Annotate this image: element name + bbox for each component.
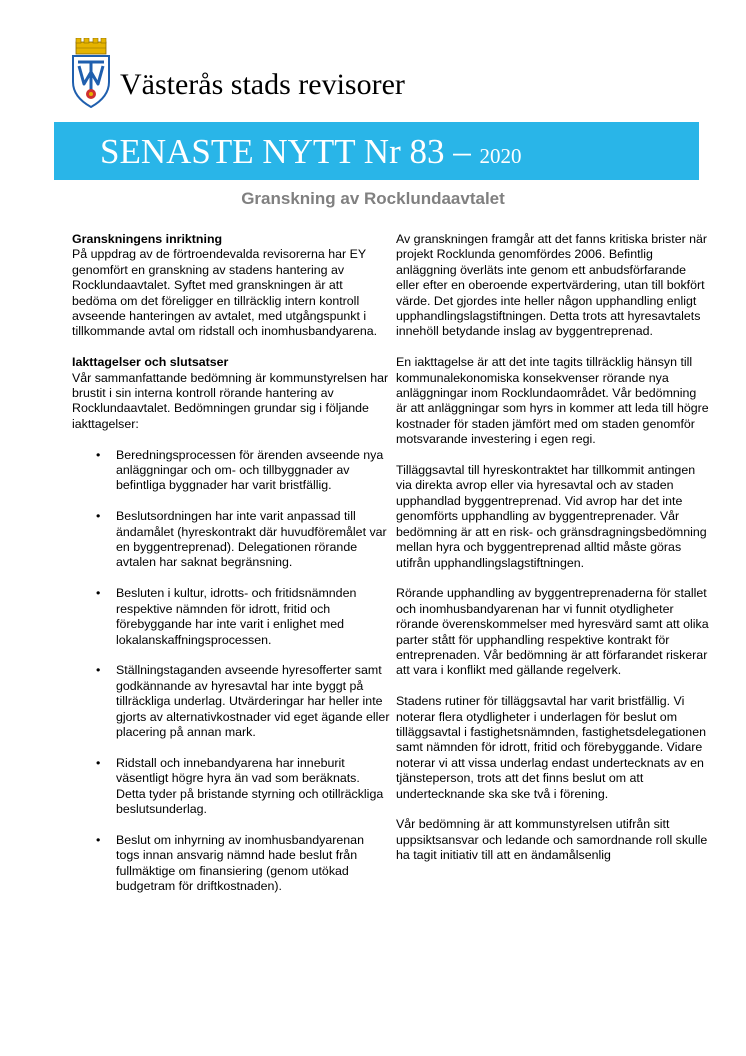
paragraph: Tilläggsavtal till hyreskontraktet har tillkommit antingen via direkta avrop eller via hyresavtal och av staden upphandlad byggentreprenad. Vid avrop har det inte genomförts upphandling av byggentreprenader. Vår bedömning är att en risk- och gränsdragningsbedömning mellan hyra och byggentreprenad alltid måste göras utifrån upphandlingslagstiftningen. [396,463,707,570]
newsletter-banner [54,122,699,180]
findings-list [72,448,390,895]
list-item: • Beslut om inhyrning av inomhusbandyarenan togs innan ansvarig nämnd hade beslut från fullmäktige om finansiering (genom utökad budgetram för driftkostnaden). [116,833,390,895]
list-item: • Besluten i kultur, idrotts- och fritidsnämnden respektive nämnden för idrott, fritid och förebyggande har inte varit i enlighet med lokalanskaffningsprocessen. [116,586,390,648]
section-heading-findings: Iakttagelser och slutsatser [72,355,229,370]
paragraph: Stadens rutiner för tilläggsavtal har varit bristfällig. Vi noterar flera otydligheter i underlagen för beslut om tilläggsavtal i fastighetsnämnden, fastighetsdelegationen samt nämnden för idrott, fritid och förebyggande. Vidare noterar vi att vissa underlag endast undertecknats av en tjänsteperson, trots att det finns beslut om att undertecknande ska ske två i förening. [396,694,706,801]
paragraph-focus: På uppdrag av de förtroendevalda revisorerna har EY genomfört en granskning av stadens hantering av Rocklundaavtalet. Syftet med granskningen är att bedöma om det föreligger en tillräcklig intern kontroll avseende hanteringen av avtalet, med utgångspunkt i tillkommande avtal om ridstall och inomhusbandyarena. [72,247,378,339]
organization-name: Västerås stads revisorer [120,68,405,101]
list-item: • Beredningsprocessen för ärenden avseende nya anläggningar och om- och tillbyggnader av befintliga byggnader har varit bristfällig. [116,448,390,494]
shield-icon [73,56,109,107]
banner-issue: SENASTE NYTT Nr 83 – [100,132,480,171]
banner-year: 2020 [479,144,522,168]
section-heading-focus: Granskningens inriktning [72,232,223,246]
left-column [72,232,390,910]
list-item: • Beslutsordningen har inte varit anpassad till ändamålet (hyreskontrakt där huvudföremålet var en byggentreprenad). Delegationen rörande avtalen har saknat begränsning. [116,509,390,571]
paragraph: En iakttagelse är att det inte tagits tillräcklig hänsyn till kommunalekonomiska konsekvenser rörande nya anläggningar inom Rocklundaområdet. Vår bedömning är att anläggningar som hyrs in kommer att leda till högre kostnader för staden jämfört med om staden genomför motsvarande investering i egen regi. [396,355,709,447]
paragraph: Av granskningen framgår att det fanns kritiska brister när projekt Rocklunda genomfördes 2006. Befintlig anläggning överläts inte genom ett anbudsförfarande eller efter en oberoende expertvärdering, utan till bokfört värde. Det gjordes inte heller någon upphandling enligt upphandlingslagstiftningen. Detta trots att hyresavtalets innehöll betydande inslag av byggentreprenad. [396,232,708,339]
vasteras-coat-of-arms-logo [70,38,112,108]
banner-title [100,131,521,177]
right-column [396,232,710,879]
list-item: • Ställningstaganden avseende hyresofferter samt godkännande av hyresavtal har inte byggt på tillräckliga underlag. Utvärderingar har heller inte gjorts av alternativkostnader vid eget ägande eller placering på annan mark. [116,663,390,740]
paragraph: Rörande upphandling av byggentreprenaderna för stallet och inomhusbandyarenan har vi funnit otydligheter rörande överenskommelser med hyresvärd samt att olika parter stått för upphandling respektive kontrakt för entreprenaden. Vår bedömning är att förfarandet riskerar att vara i konflikt med gällande regelverk. [396,586,709,678]
list-item: • Ridstall och innebandyarena har inneburit väsentligt högre hyra än vad som beräknats. Detta tyder på bristande styrning och otillräckliga beslutsunderlag. [116,756,390,818]
article-title: Granskning av Rocklundaavtalet [241,189,505,208]
paragraph: Vår bedömning är att kommunstyrelsen utifrån sitt uppsiktsansvar och ledande och samordnande roll skulle ha tagit initiativ till att en ändamålsenlig [396,817,708,863]
paragraph-findings: Vår sammanfattande bedömning är kommunstyrelsen har brustit i sin interna kontroll rörande hantering av Rocklundaavtalet. Bedömningen grundar sig i följande iakttagelser: [72,370,389,431]
crown-icon [76,38,106,54]
